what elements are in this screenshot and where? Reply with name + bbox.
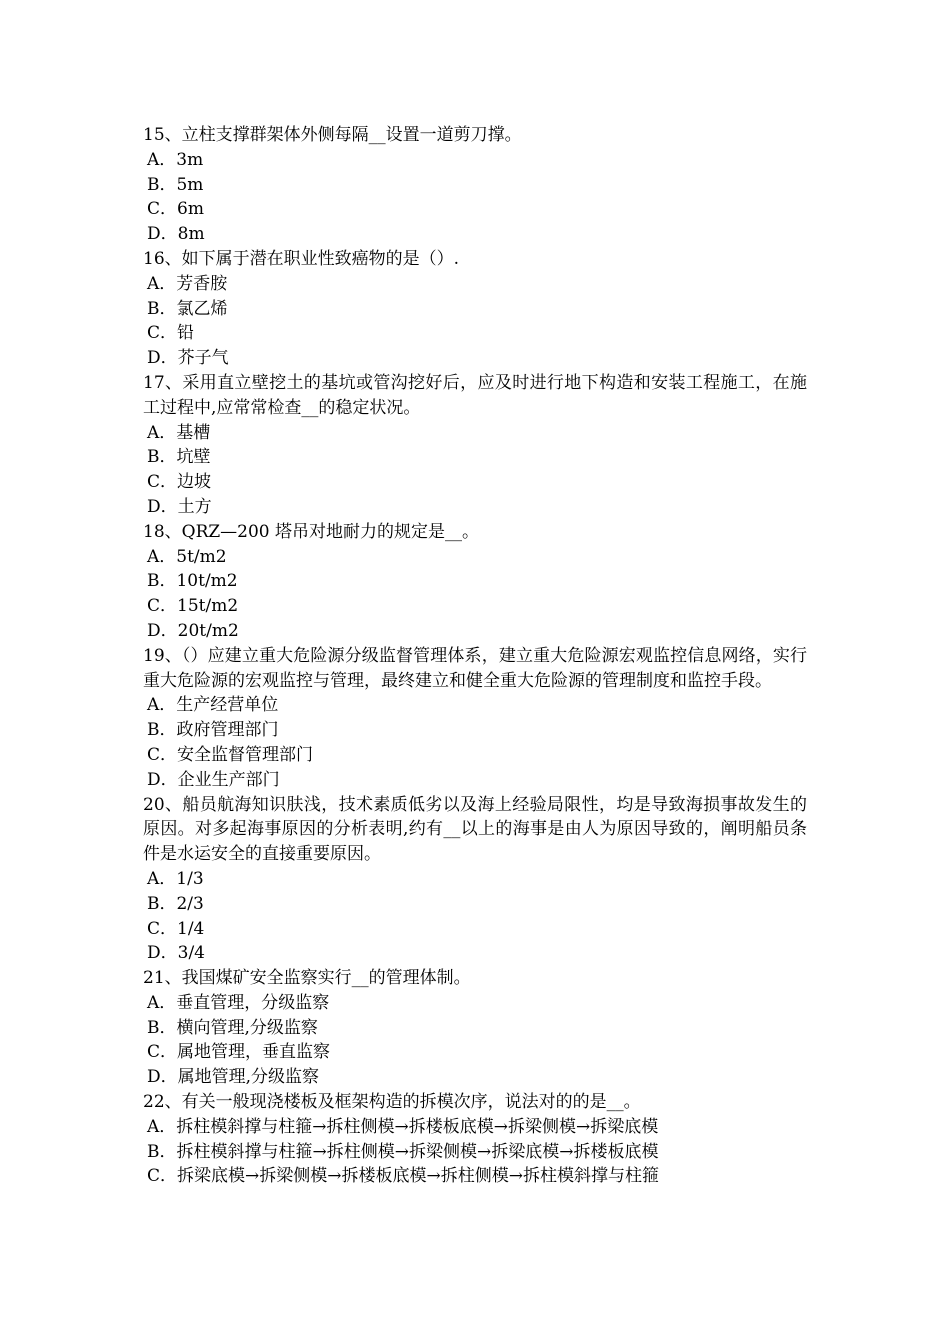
option-d: D．芥子气 [147, 348, 229, 369]
question-21 [143, 966, 807, 1090]
option-c: C．安全监督管理部门 [147, 744, 314, 765]
question-text: 20、船员航海知识肤浅，技术素质低劣以及海上经验局限性，均是导致海损事故发生的原因。对多起海事原因的分析表明,约有__以上的海事是由人为原因导致的，阐明船员条件是水运安全的直接重要原因。 [143, 794, 807, 865]
question-text: 17、采用直立壁挖土的基坑或管沟挖好后，应及时进行地下构造和安装工程施工，在施工过程中,应常常检查__的稳定状况。 [143, 372, 807, 418]
option-a: A．1/3 [147, 868, 204, 889]
option-c: C．铅 [147, 323, 195, 344]
question-text: 19、（）应建立重大危险源分级监督管理体系，建立重大危险源宏观监控信息网络，实行重大危险源的宏观监控与管理，最终建立和健全重大危险源的管理制度和监控手段。 [143, 645, 807, 691]
option-c: C．6m [147, 199, 204, 220]
option-c: C．15t/m2 [147, 596, 239, 617]
question-17 [143, 371, 807, 520]
question-22 [143, 1090, 807, 1189]
question-text: 15、立柱支撑群架体外侧每隔__设置一道剪刀撑。 [143, 125, 522, 145]
option-a: A．芳香胺 [147, 273, 228, 294]
option-b: B．坑壁 [147, 447, 211, 468]
question-20 [143, 793, 807, 967]
option-b: B．2/3 [147, 893, 204, 914]
option-c: C．边坡 [147, 472, 212, 493]
option-a: A．拆柱模斜撑与柱箍→拆柱侧模→拆楼板底模→拆梁侧模→拆梁底模 [147, 1116, 659, 1137]
option-a: A．3m [147, 149, 204, 170]
option-b: B．5m [147, 174, 204, 195]
question-list [143, 123, 807, 1189]
option-d: D．3/4 [147, 943, 205, 964]
question-text: 22、有关一般现浇楼板及框架构造的拆模次序，说法对的的是__。 [143, 1092, 641, 1113]
option-b: B．拆柱模斜撑与柱箍→拆柱侧模→拆梁侧模→拆梁底模→拆楼板底模 [147, 1141, 659, 1162]
option-d: D．属地管理,分级监察 [147, 1067, 320, 1088]
question-text: 21、我国煤矿安全监察实行__的管理体制。 [143, 968, 471, 989]
option-d: D．8m [147, 224, 205, 245]
option-a: A．垂直管理，分级监察 [147, 992, 330, 1013]
option-c: C．1/4 [147, 918, 205, 939]
question-text: 16、如下属于潜在职业性致癌物的是（）. [143, 248, 460, 269]
option-d: D．企业生产部门 [147, 769, 280, 790]
option-a: A．5t/m2 [147, 546, 227, 567]
question-16 [143, 247, 807, 371]
option-d: D．土方 [147, 496, 212, 517]
option-b: B．横向管理,分级监察 [147, 1017, 318, 1038]
option-b: B．10t/m2 [147, 571, 238, 592]
option-a: A．基槽 [147, 422, 211, 443]
option-c: C．拆梁底模→拆梁侧模→拆楼板底模→拆柱侧模→拆柱模斜撑与柱箍 [147, 1166, 659, 1187]
question-15 [143, 123, 807, 247]
question-18 [143, 520, 807, 644]
option-c: C．属地管理，垂直监察 [147, 1042, 331, 1063]
option-b: B．氯乙烯 [147, 298, 228, 319]
question-19 [143, 644, 807, 793]
option-b: B．政府管理部门 [147, 720, 279, 741]
option-d: D．20t/m2 [147, 620, 239, 641]
option-a: A．生产经营单位 [147, 695, 279, 716]
question-text: 18、QRZ—200 塔吊对地耐力的规定是__。 [143, 521, 480, 542]
